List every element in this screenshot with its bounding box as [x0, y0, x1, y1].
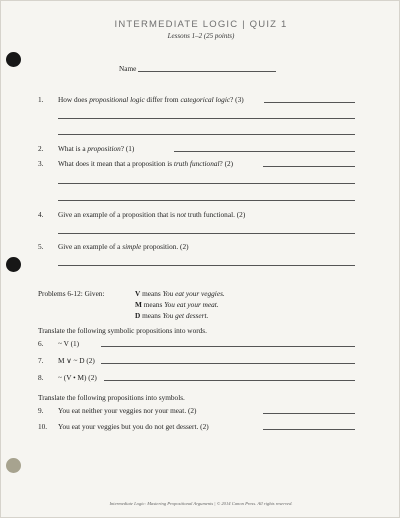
given-def-d: D means You get dessert. — [135, 311, 209, 320]
given-label: Problems 6-12: Given: — [38, 289, 105, 298]
q6-answer-line[interactable] — [101, 346, 355, 347]
q9-answer-line[interactable] — [263, 413, 355, 414]
q5-answer-line[interactable] — [58, 265, 355, 266]
name-label: Name — [119, 64, 137, 73]
q6-text: ~ V (1) — [58, 339, 80, 348]
section-words-heading: Translate the following symbolic propositions into words. — [38, 326, 207, 335]
q10-answer-line[interactable] — [263, 429, 355, 430]
q3-number: 3. — [38, 159, 44, 168]
q9-text: You eat neither your veggies nor your meat. (2) — [58, 406, 197, 415]
quiz-subtitle: Lessons 1–2 (25 points) — [167, 32, 235, 40]
binder-hole-top — [6, 52, 21, 67]
q8-text: ~ (V • M) (2) — [58, 373, 97, 382]
q8-answer-line[interactable] — [104, 380, 355, 381]
q10-text: You eat your veggies but you do not get dessert. (2) — [58, 422, 209, 431]
page-footer: Intermediate Logic: Mastering Propositional Arguments | © 2014 Canon Press. All rights reserved. — [109, 501, 293, 506]
q3-text: What does it mean that a proposition is truth functional? (2) — [58, 159, 234, 168]
q4-number: 4. — [38, 210, 44, 219]
q5-number: 5. — [38, 242, 44, 251]
binder-hole-bottom — [6, 458, 21, 473]
q2-text: What is a proposition? (1) — [58, 144, 135, 153]
q3-answer-line[interactable] — [58, 200, 355, 201]
q3-answer-line[interactable] — [58, 183, 355, 184]
q8-number: 8. — [38, 373, 44, 382]
q4-answer-line[interactable] — [58, 233, 355, 234]
q6-number: 6. — [38, 339, 44, 348]
q1-answer-line[interactable] — [58, 134, 355, 135]
given-def-m: M means You eat your meat. — [135, 300, 219, 309]
q1-text: How does propositional logic differ from categorical logic? (3) — [58, 95, 244, 104]
q2-number: 2. — [38, 144, 44, 153]
q1-answer-line[interactable] — [58, 118, 355, 119]
q1-answer-line[interactable] — [264, 102, 355, 103]
name-line[interactable] — [138, 71, 276, 72]
q2-answer-line[interactable] — [174, 151, 355, 152]
binder-hole-middle — [6, 257, 21, 272]
q9-number: 9. — [38, 406, 44, 415]
q4-text: Give an example of a proposition that is not truth functional. (2) — [58, 210, 246, 219]
q3-answer-line[interactable] — [263, 166, 355, 167]
q7-text: M ∨ ~ D (2) — [58, 356, 95, 365]
quiz-title: INTERMEDIATE LOGIC | QUIZ 1 — [114, 19, 288, 30]
q7-number: 7. — [38, 356, 44, 365]
given-def-v: V means You eat your veggies. — [135, 289, 225, 298]
q7-answer-line[interactable] — [101, 363, 355, 364]
section-symbols-heading: Translate the following propositions into symbols. — [38, 393, 185, 402]
q5-text: Give an example of a simple proposition. (2) — [58, 242, 189, 251]
q10-number: 10. — [38, 422, 48, 431]
q1-number: 1. — [38, 95, 44, 104]
